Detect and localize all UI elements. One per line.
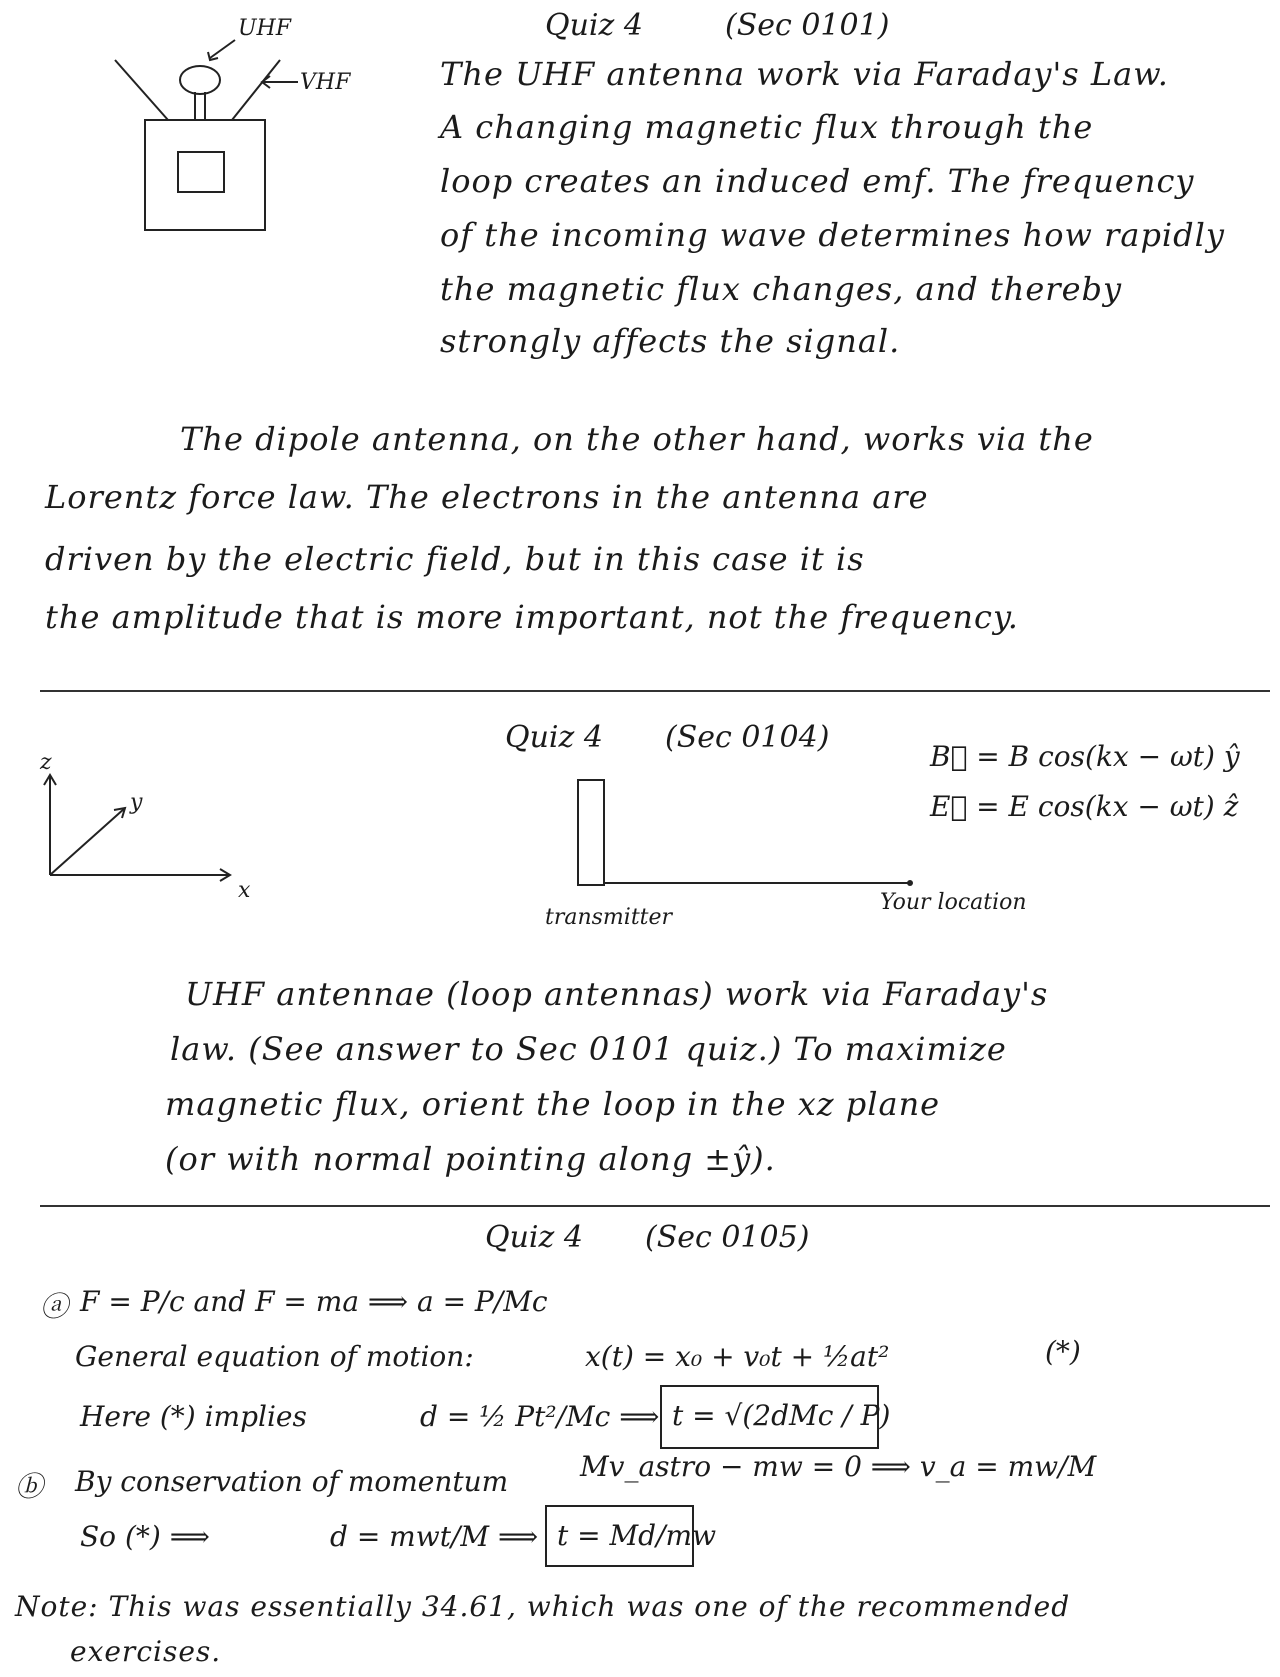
- section-0101: (Sec 0101): [725, 8, 890, 43]
- vhf-label: VHF: [300, 70, 351, 95]
- so-label: So (*) ⟹: [80, 1520, 210, 1553]
- star-marker: (*): [1045, 1335, 1081, 1368]
- note-line: Note: This was essentially 34.61, which was one of the recommended: [15, 1590, 1071, 1623]
- text-line: of the incoming wave determines how rapidly: [440, 216, 1225, 254]
- transmitter-icon: [578, 780, 604, 885]
- text-line: the magnetic flux changes, and thereby: [440, 270, 1123, 308]
- so-equation: d = mwt/M ⟹: [330, 1520, 539, 1553]
- divider: [40, 1205, 1270, 1207]
- quiz-title-0104: Quiz 4: [505, 720, 603, 755]
- part-a-label: ⓐ: [40, 1290, 69, 1323]
- b-field-eq: B⃗ = B cos(kx − ωt) ŷ: [930, 740, 1240, 773]
- here-equation: d = ½ Pt²/Mc ⟹: [420, 1400, 660, 1433]
- boxed-answer-a: [660, 1385, 891, 1449]
- uhf-label: UHF: [238, 16, 291, 41]
- momentum-equation: Mv_astro − mw = 0 ⟹ v_a = mw/M: [580, 1450, 1097, 1483]
- text-line: A changing magnetic flux through the: [440, 108, 1094, 146]
- text-line: law. (See answer to Sec 0101 quiz.) To maximize: [170, 1030, 1007, 1068]
- quiz-title-0105: Quiz 4: [485, 1220, 583, 1255]
- text-line: strongly affects the signal.: [440, 322, 901, 360]
- part-b-label: ⓑ: [15, 1470, 44, 1503]
- section-0104: (Sec 0104): [665, 720, 830, 755]
- location-label: Your location: [880, 890, 1027, 915]
- force-equation: F = P/c and F = ma ⟹ a = P/Mc: [80, 1285, 548, 1318]
- text-line: driven by the electric field, but in this case it is: [45, 540, 865, 578]
- location-dot: [907, 880, 913, 886]
- transmitter-label: transmitter: [545, 905, 673, 930]
- axis-x-label: x: [238, 878, 251, 903]
- e-field-eq: E⃗ = E cos(kx − ωt) ẑ: [930, 790, 1239, 823]
- axis-z-label: z: [40, 750, 52, 775]
- boxed-answer-b: [545, 1505, 717, 1567]
- boxed-answer-b-text: t = Md/mw: [557, 1519, 717, 1552]
- conservation-label: By conservation of momentum: [75, 1465, 509, 1498]
- boxed-answer-a-text: t = √(2dMc / P): [672, 1399, 891, 1432]
- text-line: The dipole antenna, on the other hand, works via the: [180, 420, 1094, 458]
- text-line: the amplitude that is more important, not the frequency.: [45, 598, 1019, 636]
- text-line: magnetic flux, orient the loop in the xz plane: [165, 1085, 941, 1123]
- section-0105: (Sec 0105): [645, 1220, 810, 1255]
- general-label: General equation of motion:: [75, 1340, 474, 1373]
- text-line: loop creates an induced emf. The frequency: [440, 162, 1195, 200]
- axis-y-label: y: [130, 790, 143, 815]
- text-line: UHF antennae (loop antennas) work via Faraday's: [185, 975, 1049, 1013]
- quiz-title-0101: Quiz 4: [545, 8, 643, 43]
- y-axis: [50, 808, 125, 875]
- note-line: exercises.: [70, 1635, 222, 1668]
- text-line: (or with normal pointing along ±ŷ).: [165, 1140, 776, 1178]
- general-equation: x(t) = x₀ + v₀t + ½at²: [585, 1340, 890, 1373]
- here-label: Here (*) implies: [80, 1400, 307, 1433]
- text-line: Lorentz force law. The electrons in the antenna are: [45, 478, 929, 516]
- text-line: The UHF antenna work via Faraday's Law.: [440, 55, 1169, 93]
